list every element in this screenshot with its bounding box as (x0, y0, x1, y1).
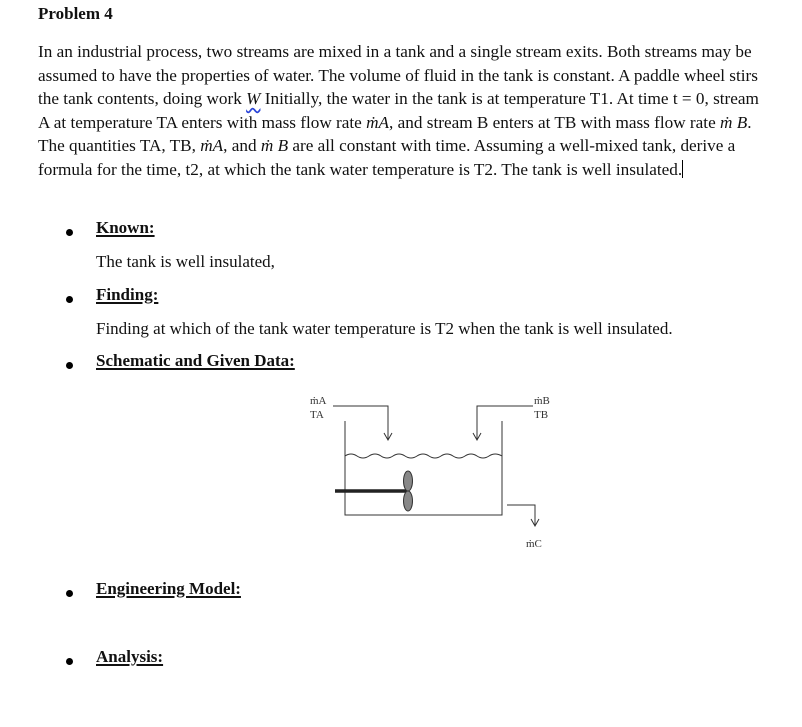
text-cursor (682, 160, 683, 178)
tank-schematic (290, 380, 570, 560)
problem-title: Problem 4 (38, 4, 113, 23)
inlet-a-flow-label: ṁA (310, 395, 327, 407)
outlet-flow-label: ṁC (526, 538, 542, 550)
inlet-b-flow-label: ṁB (534, 395, 550, 407)
problem-statement[interactable]: In an industrial process, two streams are mixed in a tank and a single stream exits. Both streams may be assumed to have the properties of water. The volume of fluid in the tank is constant. A paddle wheel stirs the tank contents, doing work W Initially, the water in the tank is at temperature T1. At time t = 0, stream A at temperature TA enters with mass flow rate ṁA, and stream B enters at TB with mass flow rate ṁ B. The quantities TA, TB, ṁA, and ṁ B are all constant with time. Assuming a well-mixed tank, derive a formula for the time, t2, at which the tank water temperature is T2. The tank is well insulated. (38, 42, 759, 179)
section-heading-finding: Finding: (96, 285, 159, 304)
section-heading-analysis: Analysis: (96, 647, 164, 666)
section-heading-known: Known: (96, 218, 155, 237)
inlet-b-temp-label: TB (534, 409, 549, 421)
work-symbol: W (246, 89, 261, 109)
section-text-finding: Finding at which of the tank water temperature is T2 when the tank is well insulated. (96, 319, 673, 338)
section-heading-schematic: Schematic and Given Data: (96, 351, 295, 370)
section-heading-engineering-model: Engineering Model: (96, 579, 241, 598)
inlet-a-temp-label: TA (310, 409, 324, 421)
section-text-known: The tank is well insulated, (96, 252, 275, 271)
